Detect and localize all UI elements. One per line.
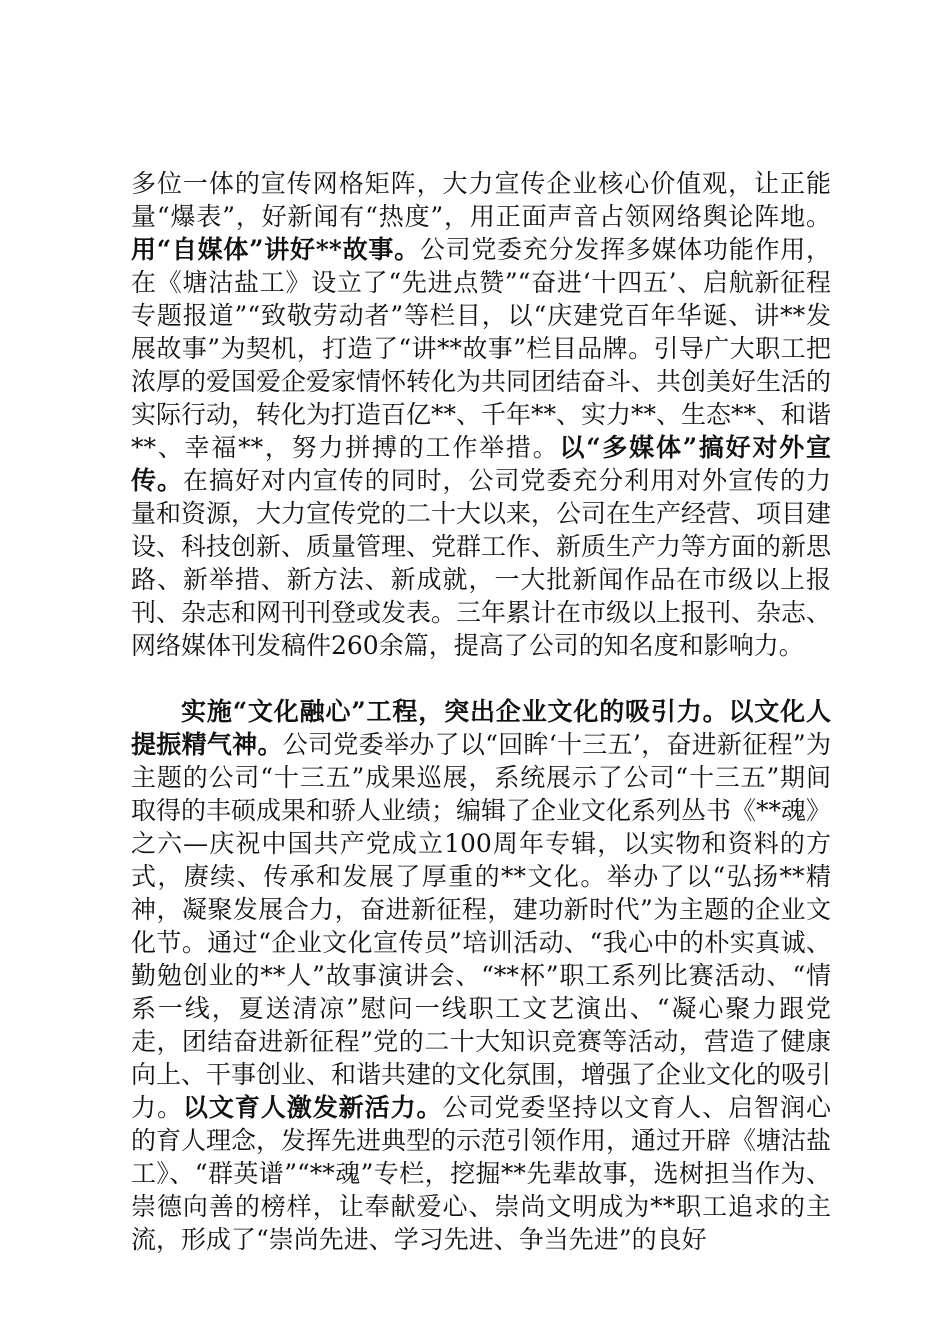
document-page — [131, 167, 831, 1256]
body-text: 在搞好对内宣传的同时，公司党委充分利用对外宣传的力量和资源，大力宣传党的二十大以来，公司在生产经营、项目建设、科技创新、质量管理、党群工作、新质生产力等方面的新思路、新举措、新方法、新成就，一大批新闻作品在市级以上报刊、杂志和网刊刊登或发表。三年累计在市级以上报刊、杂志、网络媒体刊发稿件260余篇，提高了公司的知名度和影响力。 — [131, 466, 832, 660]
body-text: 多位一体的宣传网格矩阵，大力宣传企业核心价值观，让正能量“爆表”，好新闻有“热度”，用正面声音占领网络舆论阵地。 — [131, 169, 831, 231]
body-text: 公司党委充分发挥多媒体功能作用，在《塘沽盐工》设立了“先进点赞”“奋进‘十四五’、启航新征程专题报道”“致敬劳动者”等栏目，以“庆建党百年华诞、讲**发展故事”为契机，打造了“讲**故事”栏目品牌。引导广大职工把浓厚的爱国爱企爱家情怀转化为共同团结奋斗、共创美好生活的实际行动，转化为打造百亿**、千年**、实力**、生态**、和谐**、幸福**，努力拼搏的工作举措。 — [131, 235, 832, 462]
paragraph-culture-project — [131, 695, 831, 1256]
bold-heading-culture-project: 实施“文化融心”工程，突出企业文化的吸引力。以文化人提振精气神。 — [131, 697, 831, 759]
bold-subheading-external-publicity: 以“多媒体”搞好对外宣传。 — [131, 433, 831, 495]
bold-subheading-self-media: 用“自媒体”讲好**故事。 — [131, 235, 420, 264]
bold-subheading-culture-education: 以文育人激发新活力。 — [182, 1093, 443, 1122]
paragraph-media-publicity — [131, 167, 831, 662]
body-text: 公司党委坚持以文育人、启智润心的育人理念，发挥先进典型的示范引领作用，通过开辟《塘沽盐工》、“群英谱”“**魂”专栏，挖掘**先辈故事，选树担当作为、崇德向善的榜样，让奉献爱心、崇尚文明成为**职工追求的主流，形成了“崇尚先进、学习先进、争当先进”的良好 — [131, 1093, 832, 1254]
body-text: 公司党委举办了以“回眸‘十三五’，奋进新征程”为主题的公司“十三五”成果巡展，系统展示了公司“十三五”期间取得的丰硕成果和骄人业绩；编辑了企业文化系列丛书《**魂》之六—庆祝中国共产党成立100周年专辑，以实物和资料的方式，赓续、传承和发展了厚重的**文化。举办了以“弘扬**精神，凝聚发展合力，奋进新征程，建功新时代”为主题的企业文化节。通过“企业文化宣传员”培训活动、“我心中的朴实真诚、勤勉创业的**人”故事演讲会、“**杯”职工系列比赛活动、“情系一线，夏送清凉”慰问一线职工文艺演出、“凝心聚力跟党走，团结奋进新征程”党的二十大知识竞赛等活动，营造了健康向上、干事创业、和谐共建的文化氛围，增强了企业文化的吸引力。 — [131, 730, 832, 1122]
